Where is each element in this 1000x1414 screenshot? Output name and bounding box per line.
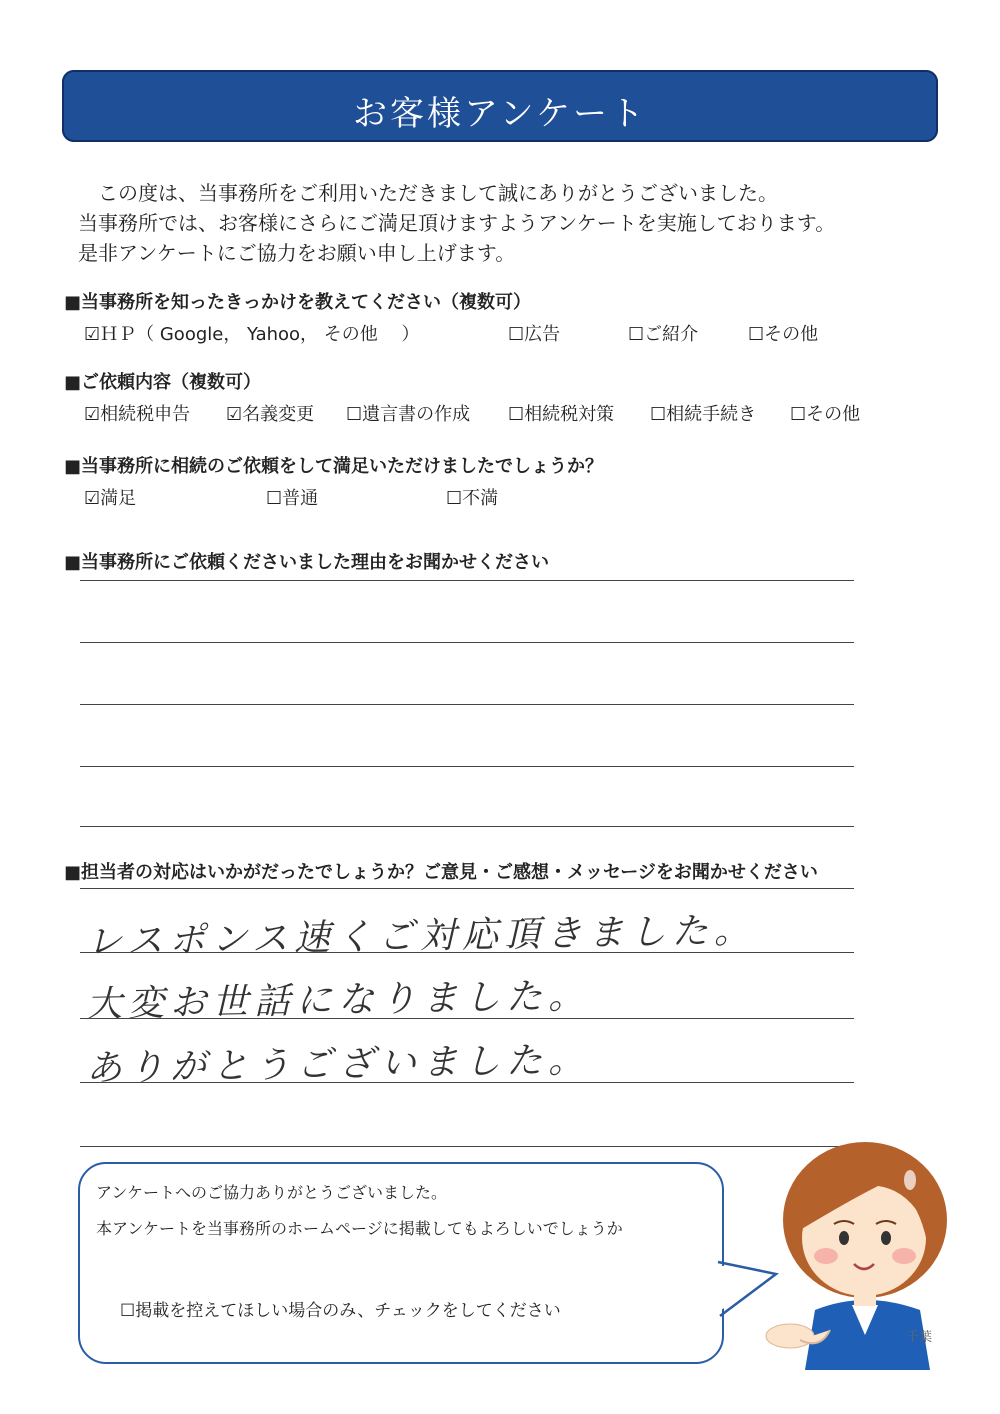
- answer-line[interactable]: [80, 642, 854, 643]
- option-label: ＨＰ（ Google， Yahoo， その他 ）: [100, 324, 420, 345]
- q1-option-referral[interactable]: [628, 320, 698, 346]
- intro-text: [78, 178, 835, 268]
- option-label: 広告: [524, 324, 561, 345]
- handwritten-answer-line: ありがとうございました。: [85, 1039, 591, 1090]
- q3-option-unsatisfied[interactable]: [446, 484, 498, 510]
- checkbox-checked-icon[interactable]: ☑: [84, 488, 101, 509]
- option-label: ご紹介: [644, 324, 699, 345]
- option-label: 満足: [100, 488, 137, 509]
- answer-line[interactable]: [80, 1082, 854, 1083]
- intro-line: 是非アンケートにご協力をお願い申し上げます。: [78, 241, 516, 265]
- question-3-title: ■当事務所に相続のご依頼をして満足いただけましたでしょうか？: [64, 456, 604, 477]
- checkbox-checked-icon[interactable]: ☑: [84, 324, 101, 345]
- q1-option-hp[interactable]: [84, 320, 419, 346]
- checkbox-icon[interactable]: ☐: [508, 404, 525, 425]
- q3-option-satisfied[interactable]: [84, 484, 136, 510]
- q2-option-tax-planning[interactable]: [508, 400, 614, 426]
- thanks-text: アンケートへのご協力ありがとうございました。: [96, 1183, 448, 1202]
- option-label: 掲載を控えてほしい場合のみ、チェックをしてください: [135, 1301, 561, 1321]
- answer-line[interactable]: [80, 952, 854, 953]
- checkbox-icon[interactable]: ☐: [790, 404, 807, 425]
- option-label: 不満: [462, 488, 499, 509]
- answer-line[interactable]: [80, 580, 854, 581]
- checkbox-icon[interactable]: ☐: [748, 324, 765, 345]
- question-4-title: ■当事務所にご依頼くださいました理由をお聞かせください: [64, 552, 550, 573]
- checkbox-icon[interactable]: ☐: [650, 404, 667, 425]
- q3-option-neutral[interactable]: [266, 484, 318, 510]
- checkbox-icon[interactable]: ☐: [508, 324, 525, 345]
- option-label: その他: [806, 404, 861, 425]
- publish-question: 本アンケートを当事務所のホームページに掲載してもよろしいでしょうか: [96, 1219, 623, 1238]
- checkbox-icon[interactable]: ☐: [628, 324, 645, 345]
- answer-line[interactable]: [80, 766, 854, 767]
- q2-option-procedures[interactable]: [650, 400, 756, 426]
- answer-line[interactable]: [80, 704, 854, 705]
- handwritten-answer-line: レスポンス速くご対応頂きました。: [85, 910, 757, 963]
- checkbox-icon[interactable]: ☐: [346, 404, 363, 425]
- q2-option-will[interactable]: [346, 400, 470, 426]
- option-label: 相続手続き: [666, 404, 757, 425]
- intro-line: この度は、当事務所をご利用いただきまして誠にありがとうございました。: [78, 181, 778, 205]
- signature: 千葉: [906, 1330, 933, 1345]
- option-label: その他: [764, 324, 819, 345]
- question-1-title: ■当事務所を知ったきっかけを教えてください（複数可）: [64, 292, 532, 313]
- answer-line[interactable]: [80, 1146, 854, 1147]
- answer-line[interactable]: [80, 1018, 854, 1019]
- q2-option-name-change[interactable]: [226, 400, 314, 426]
- checkbox-icon[interactable]: ☐: [266, 488, 283, 509]
- checkbox-icon[interactable]: ☐: [120, 1301, 136, 1321]
- header-banner: [62, 70, 938, 142]
- option-label: 名義変更: [242, 404, 315, 425]
- answer-line[interactable]: [80, 888, 854, 889]
- question-2-title: ■ご依頼内容（複数可）: [64, 372, 262, 393]
- page-title: お客様アンケート: [353, 94, 647, 134]
- publish-opt-out-option[interactable]: [120, 1296, 561, 1321]
- checkbox-icon[interactable]: ☐: [446, 488, 463, 509]
- q1-option-other[interactable]: [748, 320, 818, 346]
- q2-option-other[interactable]: [790, 400, 860, 426]
- q2-option-tax-filing[interactable]: [84, 400, 190, 426]
- question-5-title: ■担当者の対応はいかがだったでしょうか？ご意見・ご感想・メッセージをお聞かせください: [64, 862, 818, 883]
- checkbox-checked-icon[interactable]: ☑: [84, 404, 101, 425]
- checkbox-checked-icon[interactable]: ☑: [226, 404, 243, 425]
- answer-line[interactable]: [80, 826, 854, 827]
- q1-option-ad[interactable]: [508, 320, 560, 346]
- option-label: 普通: [282, 488, 319, 509]
- option-label: 相続税対策: [524, 404, 615, 425]
- option-label: 遺言書の作成: [362, 404, 471, 425]
- intro-line: 当事務所では、お客様にさらにご満足頂けますようアンケートを実施しております。: [78, 211, 836, 235]
- option-label: 相続税申告: [100, 404, 191, 425]
- handwritten-answer-line: 大変お世話になりました。: [85, 975, 591, 1026]
